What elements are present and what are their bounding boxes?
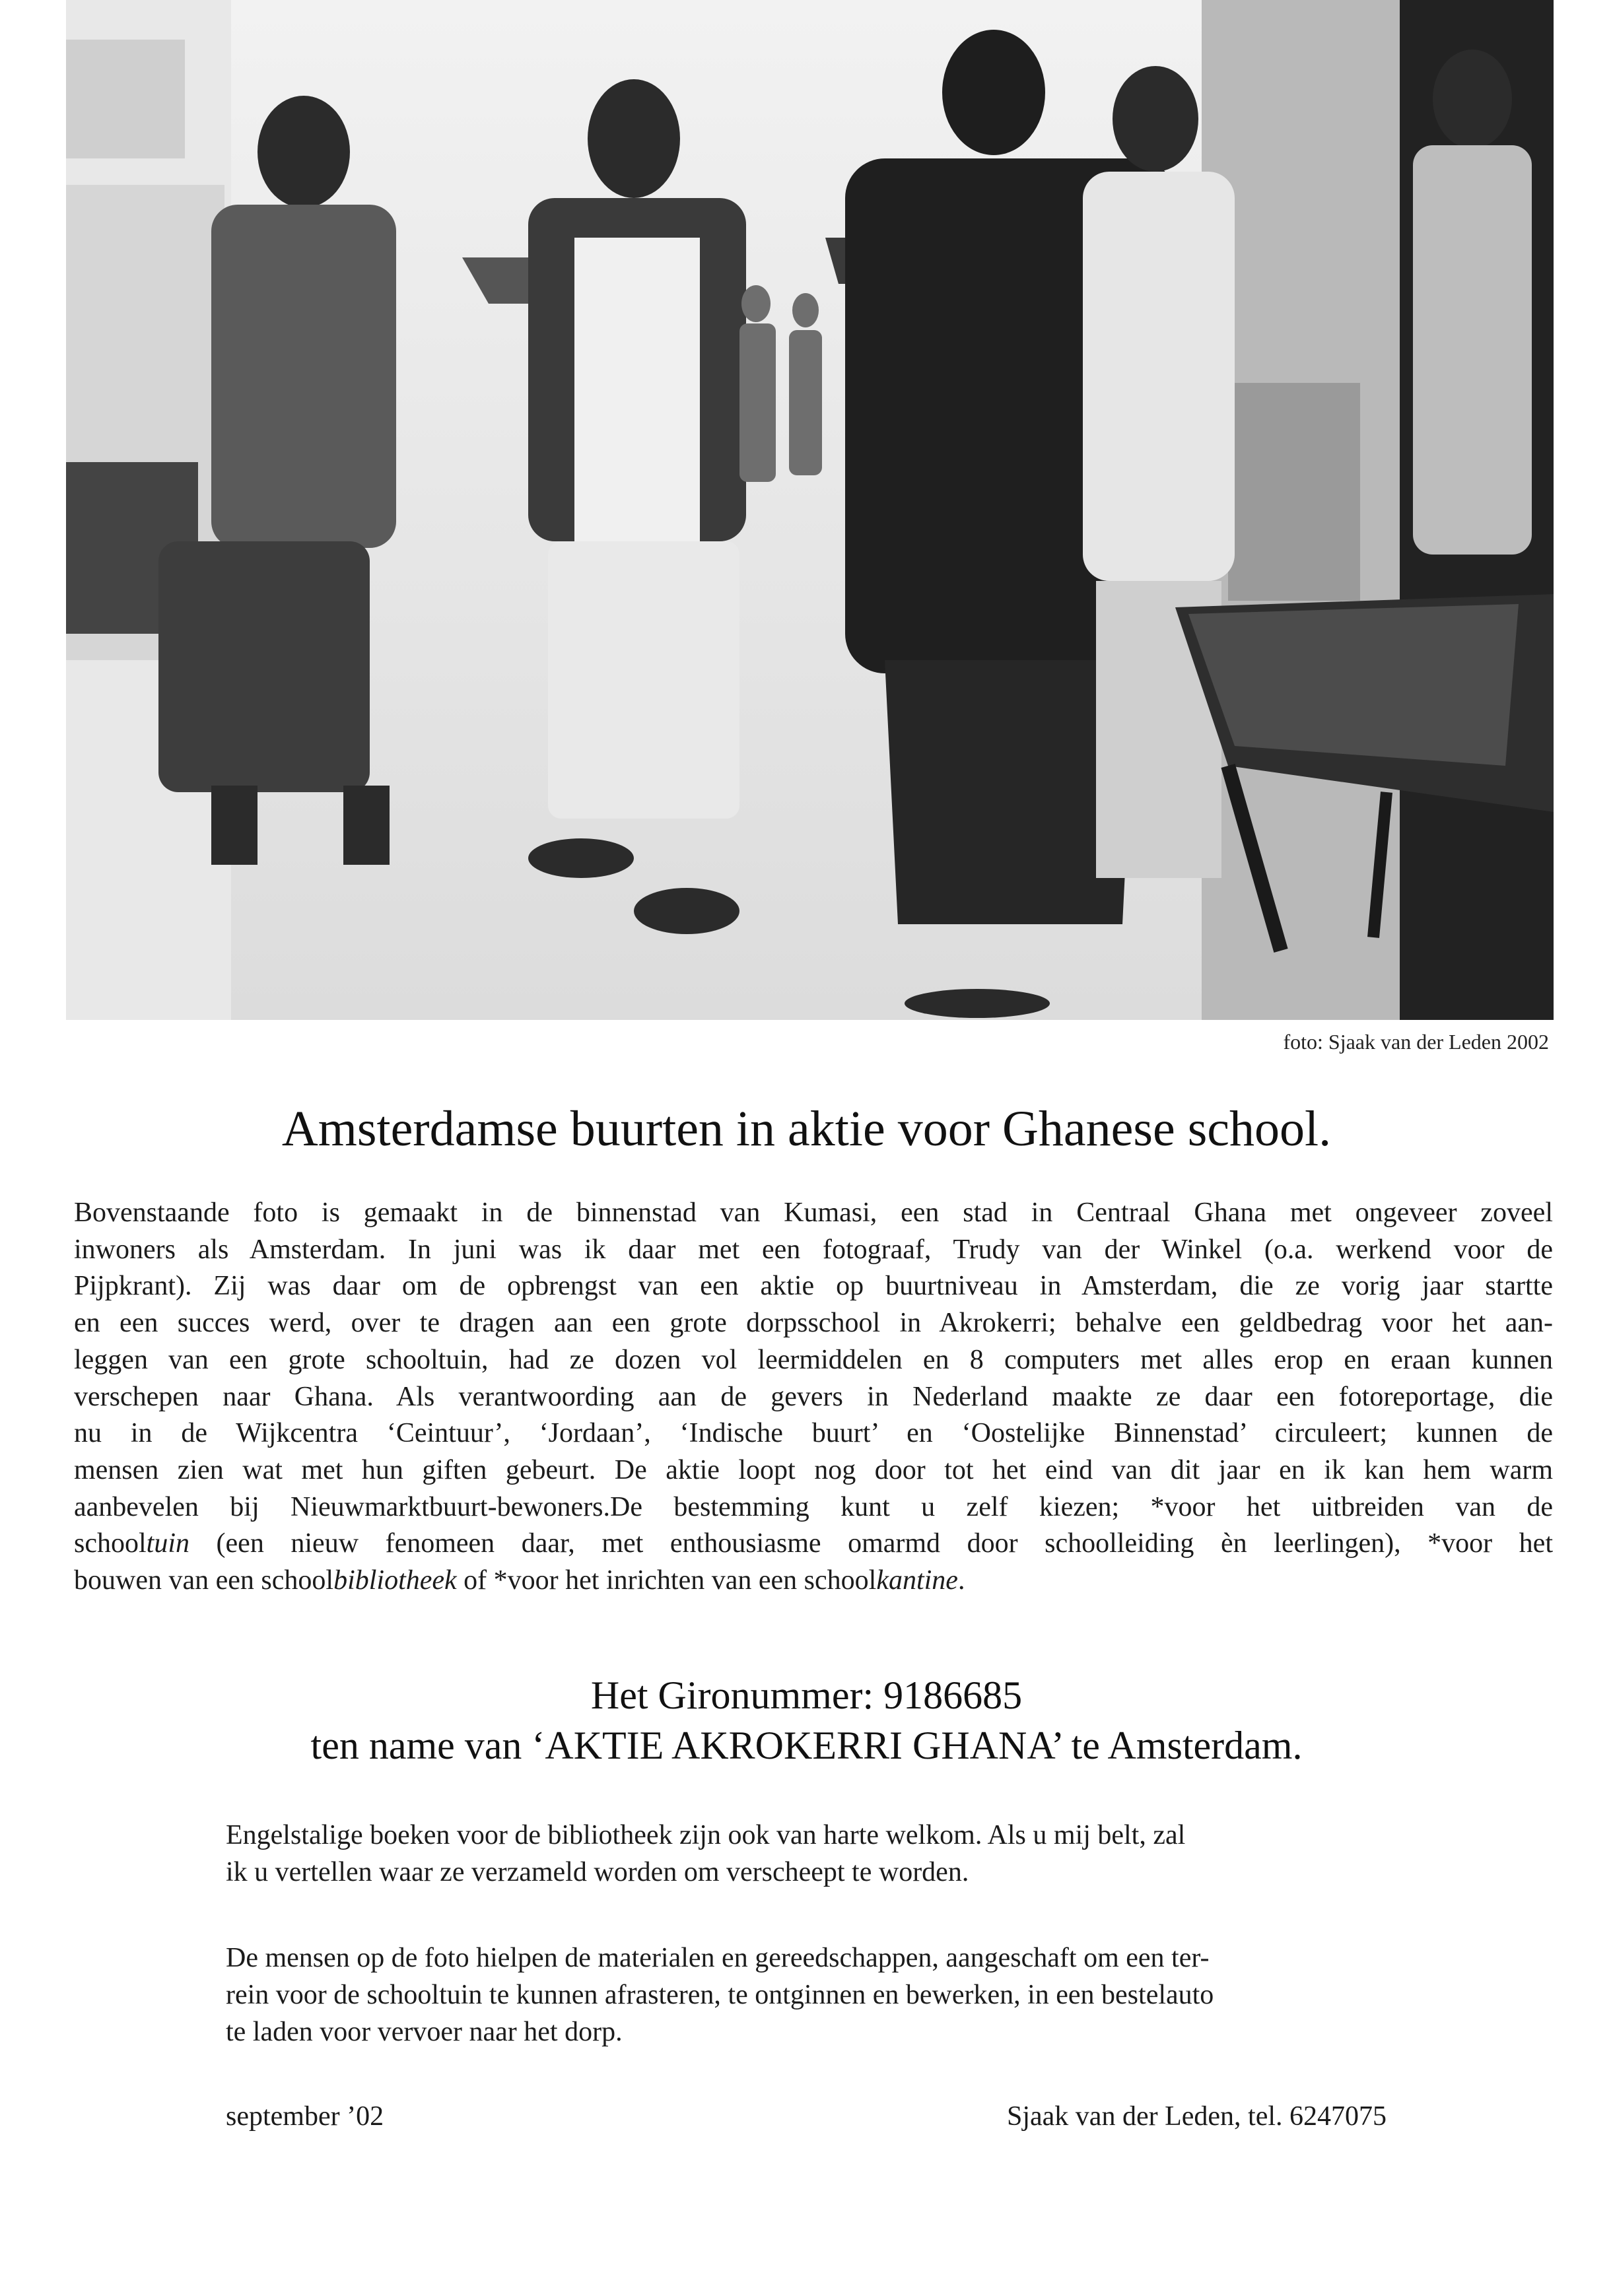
photo-caption: foto: Sjaak van der Leden 2002 xyxy=(1283,1030,1549,1054)
body-line: aanbevelen bij Nieuwmarktbuurt-bewoners.De bestemming kunt u zelf kiezen; *voor het uitbreiden van de xyxy=(74,1491,1553,1522)
street-scene-photo xyxy=(66,0,1554,1020)
books-paragraph xyxy=(226,1817,1393,1891)
body-text-segment: school xyxy=(74,1528,147,1559)
paragraph-line: ik u vertellen waar ze verzameld worden om verscheept te worden. xyxy=(226,1857,969,1887)
giro-number: Het Gironummer: 9186685 xyxy=(590,1673,1023,1717)
body-line xyxy=(74,1563,1553,1600)
paragraph-line: Engelstalige boeken voor de bibliotheek zijn ook van harte welkom. Als u mij belt, zal xyxy=(226,1820,1186,1850)
body-line: Bovenstaande foto is gemaakt in de binnenstad van Kumasi, een stad in Centraal Ghana met ongeveer zoveel xyxy=(74,1198,1553,1228)
headline: Amsterdamse buurten in aktie voor Ghanese school. xyxy=(281,1101,1332,1157)
body-line: inwoners als Amsterdam. In juni was ik daar met een fotograaf, Trudy van der Winkel (o.a. werkend voor de xyxy=(74,1234,1553,1265)
body-line: Pijpkrant). Zij was daar om de opbrengst van een aktie op buurtniveau in Amsterdam, die ze vorig jaar startte xyxy=(74,1271,1553,1302)
body-line: nu in de Wijkcentra ‘Ceintuur’, ‘Jordaan’, ‘Indische buurt’ en ‘Oostelijke Binnenstad’ circuleert; kunnen de xyxy=(74,1418,1553,1449)
body-text-segment: . xyxy=(957,1565,965,1596)
giro-block xyxy=(0,1670,1613,1771)
italic-emphasis: tuin xyxy=(146,1528,189,1559)
photo-illustration xyxy=(66,0,1554,1020)
body-line: en een succes werd, over te dragen aan een grote dorpsschool in Akrokerri; behalve een geldbedrag voor het aan- xyxy=(74,1308,1553,1339)
body-text-segment: of *voor het inrichten van een school xyxy=(456,1565,877,1596)
author-contact: Sjaak van der Leden, tel. 6247075 xyxy=(1007,2101,1387,2132)
italic-emphasis: bibliotheek xyxy=(333,1565,457,1596)
body-line: verschepen naar Ghana. Als verantwoording aan de gevers in Nederland maakte ze daar een fotoreportage, die xyxy=(74,1381,1553,1412)
giro-account-name: ten name van ‘AKTIE AKROKERRI GHANA’ te Amsterdam. xyxy=(310,1724,1303,1767)
body-line: leggen van een grote schooltuin, had ze dozen vol leermiddelen en 8 computers met alles erop en eraan kunnen xyxy=(74,1344,1553,1375)
body-text-segment: (een nieuw fenomeen daar, met enthousiasme omarmd door schoolleiding èn leerlingen), *voor het xyxy=(189,1528,1553,1559)
paragraph-line: te laden voor vervoer naar het dorp. xyxy=(226,2017,623,2047)
body-line xyxy=(74,1526,1553,1563)
date-stamp: september ’02 xyxy=(226,2101,384,2132)
article-body xyxy=(74,1195,1553,1600)
paragraph-line: rein voor de schooltuin te kunnen afrasteren, te ontginnen en bewerken, in een bestelauto xyxy=(226,1980,1214,2010)
body-text-segment: bouwen van een school xyxy=(74,1565,334,1596)
helpers-paragraph xyxy=(226,1940,1393,2050)
paragraph-line: De mensen op de foto hielpen de materialen en gereedschappen, aangeschaft om een ter- xyxy=(226,1943,1210,1973)
italic-emphasis: kantine xyxy=(876,1565,958,1596)
body-line: mensen zien wat met hun giften gebeurt. De aktie loopt nog door tot het eind van dit jaar en ik kan hem warm xyxy=(74,1454,1553,1485)
